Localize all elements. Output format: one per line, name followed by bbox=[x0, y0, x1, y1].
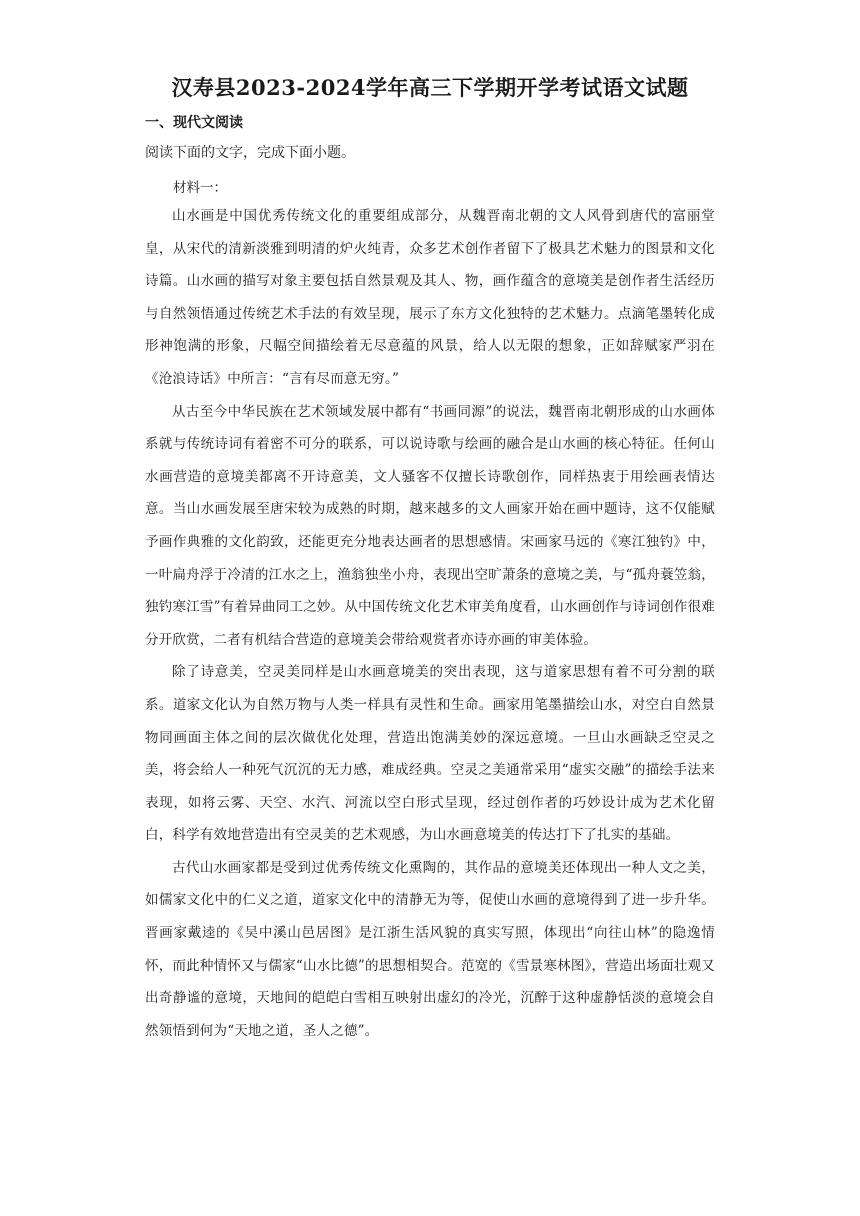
reading-instruction: 阅读下面的文字，完成下面小题。 bbox=[145, 145, 355, 161]
passage-paragraph-1: 山水画是中国优秀传统文化的重要组成部分，从魏晋南北朝的文人风骨到唐代的富丽堂皇，从宋代的清新淡雅到明清的炉火纯青，众多艺术创作者留下了极具艺术魅力的图景和文化诗篇。山水画的描写对象主要包括自然景观及其人、物，画作蕴含的意境美是创作者生活经历与自然领悟通过传统艺术手法的有效呈现，展示了东方文化独特的艺术魅力。点滴笔墨转化成形神饱满的形象，尺幅空间描绘着无尽意蕴的风景，给人以无限的想象，正如辞赋家严羽在《沧浪诗话》中所言：“言有尽而意无穷。” bbox=[145, 208, 715, 387]
passage-paragraph-2: 从古至今中华民族在艺术领域发展中都有“书画同源”的说法，魏晋南北朝形成的山水画体系就与传统诗词有着密不可分的联系，可以说诗歌与绘画的融合是山水画的核心特征。任何山水画营造的意境美都离不开诗意美，文人骚客不仅擅长诗歌创作，同样热衷于用绘画表情达意。当山水画发展至唐宋较为成熟的时期，越来越多的文人画家开始在画中题诗，这不仅能赋予画作典雅的文化韵致，还能更充分地表达画者的思想感情。宋画家马远的《寒江独钓》中，一叶扁舟浮于冷清的江水之上，渔翁独坐小舟，表现出空旷萧条的意境之美，与“孤舟蓑笠翁，独钓寒江雪”有着异曲同工之妙。从中国传统文化艺术审美角度看，山水画创作与诗词创作很难分开欣赏，二者有机结合营造的意境美会带给观赏者亦诗亦画的审美体验。 bbox=[145, 403, 715, 648]
material-label: 材料一： bbox=[173, 180, 227, 196]
section-heading: 一、现代文阅读 bbox=[145, 115, 243, 131]
exam-title: 汉寿县2023-2024学年高三下学期开学考试语文试题 bbox=[171, 75, 689, 100]
passage-paragraph-3: 除了诗意美，空灵美同样是山水画意境美的突出表现，这与道家思想有着不可分割的联系。道家文化认为自然万物与人类一样具有灵性和生命。画家用笔墨描绘山水，对空白自然景物同画面主体之间的层次做优化处理，营造出饱满美妙的深远意境。一旦山水画缺乏空灵之美，将会给人一种死气沉沉的无力感，难成经典。空灵之美通常采用“虚实交融”的描绘手法来表现，如将云雾、天空、水汽、河流以空白形式呈现，经过创作者的巧妙设计成为艺术化留白，科学有效地营造出有空灵美的艺术观感，为山水画意境美的传达打下了扎实的基础。 bbox=[145, 664, 715, 844]
passage-body bbox=[145, 200, 715, 1047]
passage-paragraph-4: 古代山水画家都是受到过优秀传统文化熏陶的，其作品的意境美还体现出一种人文之美，如儒家文化中的仁义之道，道家文化中的清静无为等，促使山水画的意境得到了进一步升华。晋画家戴逵的《吴中溪山邑居图》是江浙生活风貌的真实写照，体现出“向往山林”的隐逸情怀，而此种情怀又与儒家“山水比德”的思想相契合。范宽的《雪景寒林图》，营造出场面壮观又出奇静谧的意境，天地间的皑皑白雪相互映射出虚幻的冷光，沉醉于这种虚静恬淡的意境会自然领悟到何为“天地之道，圣人之德”。 bbox=[145, 859, 715, 1039]
